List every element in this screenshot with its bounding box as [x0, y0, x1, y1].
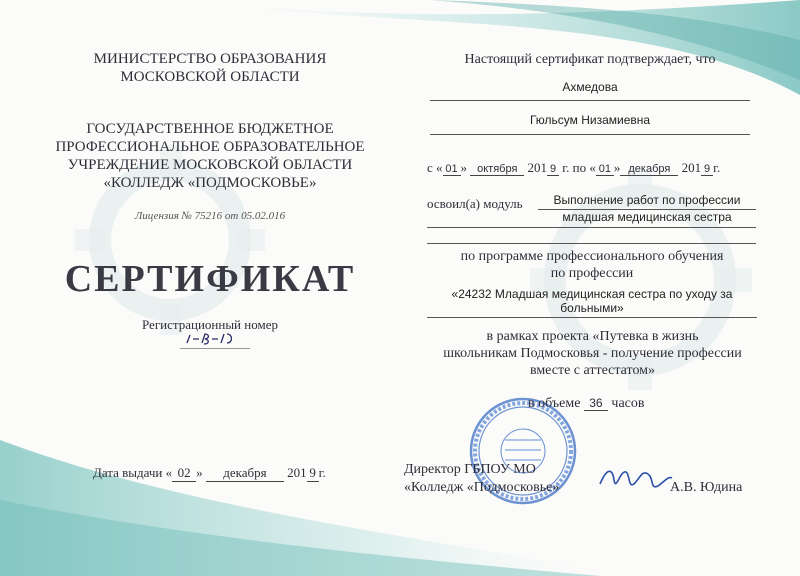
recipient-name: Гюльсум Низамиевна [529, 113, 651, 127]
end-quote: » [613, 160, 621, 175]
issue-date-row [93, 465, 326, 482]
end-year-suffix: г. [713, 160, 721, 175]
ministry-line-1: МИНИСТЕРСТВО ОБРАЗОВАНИЯ [93, 51, 327, 67]
profession-line-2: больными» [560, 301, 624, 315]
director-signature [600, 471, 672, 487]
project-line-3: вместе с аттестатом» [529, 363, 656, 378]
end-year-prefix: 201 [681, 160, 702, 175]
end-day: 01 [596, 163, 614, 176]
profession-underline [427, 317, 757, 318]
start-month: октября [470, 163, 524, 176]
registration-label: Регистрационный номер [142, 317, 278, 332]
start-quote: » [460, 160, 468, 175]
volume-row [528, 396, 645, 412]
period-row [427, 160, 720, 176]
confirms-text: Настоящий сертификат подтверждает, что [464, 52, 716, 67]
profession-line-1: «24232 Младшая медицинская сестра по уходу за [451, 287, 733, 301]
project-line-1: в рамках проекта «Путевка в жизнь [486, 329, 699, 344]
issue-year-prefix: 201 [287, 465, 307, 480]
registration-underline [180, 348, 250, 349]
ministry-line-2: МОСКОВСКОЙ ОБЛАСТИ [120, 69, 300, 85]
recipient-surname: Ахмедова [562, 80, 618, 94]
module-underline-2 [427, 227, 756, 228]
issue-quote: » [196, 465, 203, 480]
certificate-title: СЕРТИФИКАТ [64, 258, 356, 300]
hours-value: 36 [584, 396, 608, 411]
issue-month: декабря [206, 465, 284, 482]
issue-year-suffix: г. [318, 465, 326, 480]
name-underline [430, 134, 750, 135]
end-year-digit: 9 [701, 163, 713, 176]
institution-line-1: ГОСУДАРСТВЕННОЕ БЮДЖЕТНОЕ [86, 121, 334, 137]
registration-number [175, 330, 255, 344]
issue-year-digit: 9 [307, 465, 319, 482]
program-line-2: по профессии [550, 266, 634, 281]
institution-line-4: «КОЛЛЕДЖ «ПОДМОСКОВЬЕ» [103, 175, 317, 191]
module-underline-3 [427, 243, 756, 244]
period-from-label: с « [427, 160, 443, 175]
hours-unit: часов [611, 396, 645, 411]
institution-line-3: УЧРЕЖДЕНИЕ МОСКОВСКОЙ ОБЛАСТИ [67, 157, 353, 173]
period-to-label: г. по « [562, 160, 596, 175]
director-line-2: «Колледж «Подмосковье» [404, 480, 560, 495]
director-line-1: Директор ГБПОУ МО [404, 462, 536, 477]
issue-label: Дата выдачи « [93, 465, 173, 480]
start-year-prefix: 201 [527, 160, 548, 175]
module-line-1: Выполнение работ по профессии [553, 193, 741, 207]
module-label: освоил(а) модуль [427, 196, 523, 211]
module-line-2: младшая медицинская сестра [562, 210, 732, 224]
start-year-digit: 9 [547, 163, 559, 176]
volume-label: в объеме [528, 396, 581, 411]
program-line-1: по программе профессионального обучения [460, 249, 724, 264]
license-text: Лицензия № 75216 от 05.02.016 [134, 210, 286, 222]
end-month: декабря [620, 163, 678, 176]
surname-underline [430, 100, 750, 101]
issue-day: 02 [172, 465, 196, 482]
director-name: А.В. Юдина [670, 480, 743, 495]
institution-line-2: ПРОФЕССИОНАЛЬНОЕ ОБРАЗОВАТЕЛЬНОЕ [55, 139, 365, 155]
project-line-2: школьникам Подмосковья - получение профессии [443, 346, 742, 361]
start-day: 01 [443, 163, 461, 176]
